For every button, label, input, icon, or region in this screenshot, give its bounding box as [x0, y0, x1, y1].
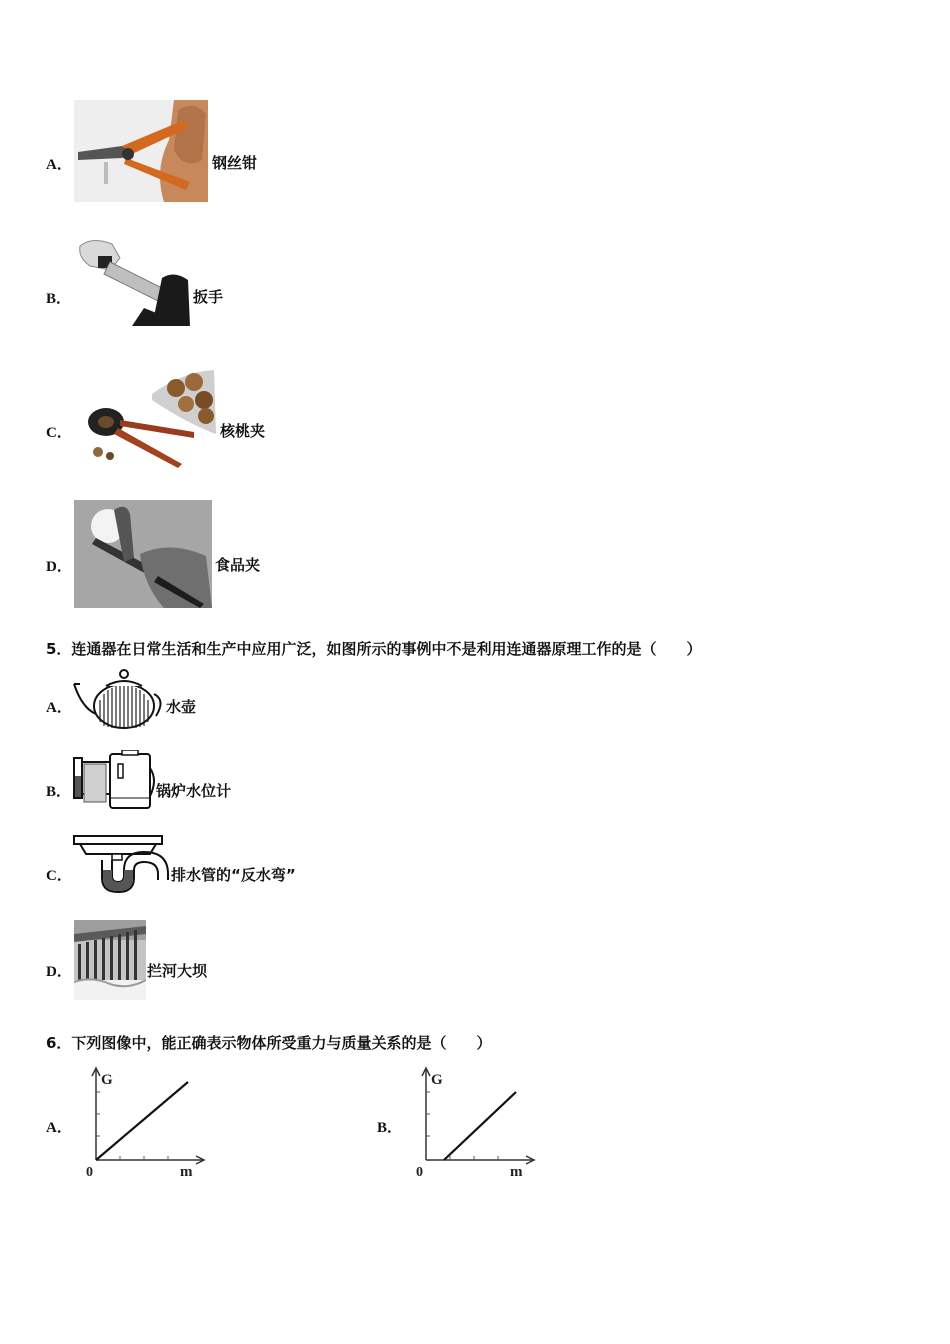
q5-option-letter-b: B．	[46, 784, 72, 800]
food-tongs-photo	[74, 500, 212, 608]
q5-option-letter-c: C．	[46, 868, 72, 884]
dam-photo	[74, 920, 146, 1000]
option-letter-d: D．	[46, 559, 72, 575]
q5-option-caption-boiler-gauge: 锅炉水位计	[156, 782, 232, 800]
graph-a-origin: 0	[86, 1165, 93, 1180]
graph-a	[84, 1064, 208, 1180]
graph-b-y-label: G	[431, 1072, 443, 1088]
graph-a-x-label: m	[180, 1164, 193, 1180]
option-letter-c: C．	[46, 425, 72, 441]
question-5-text: 5．连通器在日常生活和生产中应用广泛，如图所示的事例中不是利用连通器原理工作的是（ ）	[46, 640, 702, 658]
q5-option-letter-d: D．	[46, 964, 72, 980]
graph-b-x-label: m	[510, 1164, 523, 1180]
q5-option-caption-dam: 拦河大坝	[147, 962, 208, 980]
q5-option-letter-a: A．	[46, 700, 72, 716]
graph-b	[414, 1064, 538, 1180]
boiler-gauge-drawing	[72, 750, 158, 812]
option-caption-food-tongs: 食品夹	[215, 556, 261, 574]
option-caption-pliers: 钢丝钳	[212, 154, 258, 172]
graph-b-origin: 0	[416, 1165, 423, 1180]
wrench-photo	[74, 236, 190, 326]
option-letter-b: B．	[46, 291, 72, 307]
teapot-drawing	[72, 664, 166, 732]
nutcracker-photo	[78, 368, 218, 468]
drain-trap-drawing	[72, 834, 170, 894]
q6-option-letter-b: B．	[377, 1120, 403, 1136]
q6-option-letter-a: A．	[46, 1120, 72, 1136]
graph-a-y-label: G	[101, 1072, 113, 1088]
option-caption-wrench: 扳手	[193, 288, 224, 306]
q5-option-caption-drain-trap: 排水管的“反水弯”	[171, 866, 296, 884]
graph-b-line	[444, 1092, 516, 1160]
option-caption-nutcracker: 核桃夹	[220, 422, 266, 440]
q5-option-caption-teapot: 水壶	[166, 698, 197, 716]
option-letter-a: A．	[46, 157, 72, 173]
graph-a-line	[96, 1082, 188, 1160]
pliers-photo	[74, 100, 208, 202]
question-6-text: 6．下列图像中，能正确表示物体所受重力与质量关系的是（ ）	[46, 1034, 492, 1052]
